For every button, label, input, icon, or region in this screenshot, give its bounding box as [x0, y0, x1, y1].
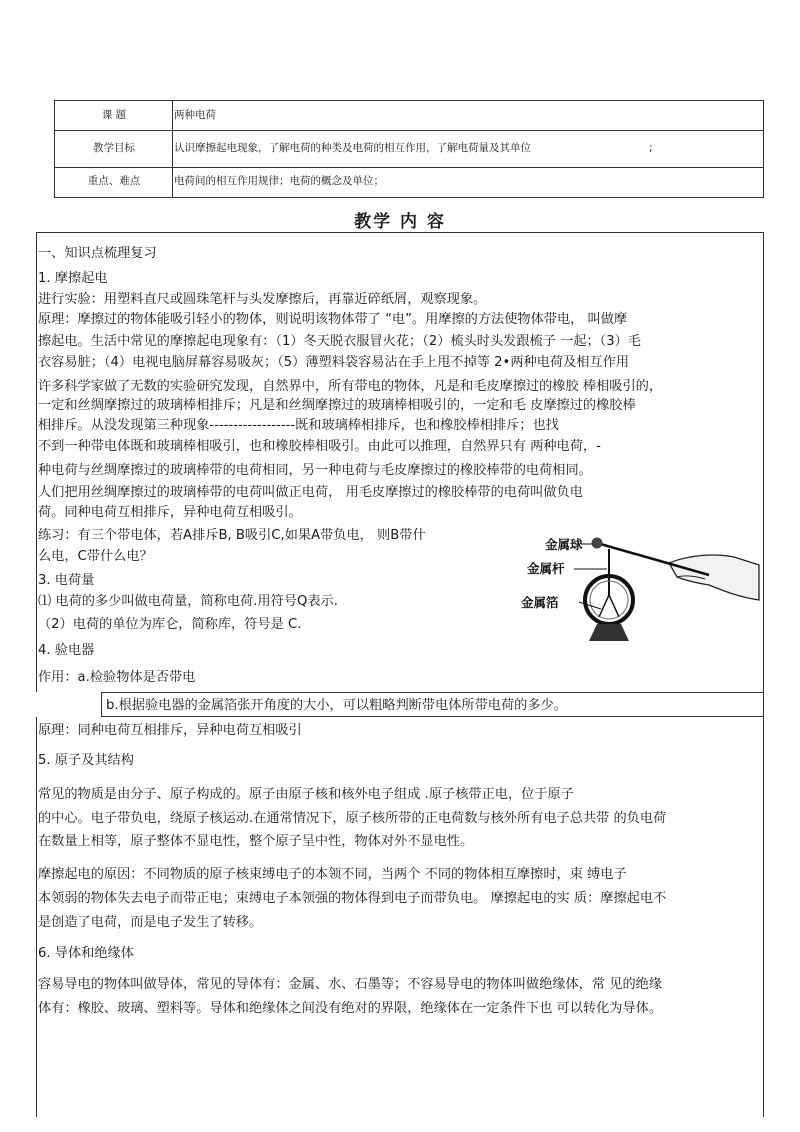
paragraph-line: （2）电荷的单位为库仑，简称库，符号是 C.	[38, 617, 302, 632]
paragraph-line: 的中心。电子带负电，绕原子核运动.在通常情况下，原子核所带的正电荷数与核外所有电子总共带 的负电荷	[38, 811, 667, 826]
subsection-heading: 1. 摩擦起电	[38, 271, 108, 286]
paragraph-line: 不到一种带电体既和玻璃棒相吸引，也和橡胶棒相吸引。由此可以推理，自然界只有 两种电荷，-	[38, 439, 601, 454]
paragraph-line: ⑴ 电荷的多少叫做电荷量，简称电荷.用符号Q表示.	[38, 594, 338, 609]
paragraph-line: 衣容易脏；（4）电视电脑屏幕容易吸灰；（5）薄塑料袋容易沾在手上甩不掉等 2•两种电荷及相互作用	[38, 355, 629, 370]
header-label-goals: 教学目标	[93, 142, 135, 154]
header-value-topic: 两种电荷	[174, 109, 216, 121]
paragraph-line: 摩擦起电的原因：不同物质的原子核束缚电子的本领不同，当两个 不同的物体相互摩擦时，束 缚电子	[38, 867, 627, 882]
paragraph-line: 作用：a.检验物体是否带电	[38, 670, 196, 685]
section-heading: 一、知识点梳理复习	[38, 246, 157, 261]
header-value-goals: 认识摩擦起电现象，了解电荷的种类及电荷的相互作用，了解电荷量及其单位	[174, 142, 531, 154]
label-metal-rod: 金属杆	[527, 561, 565, 576]
header-row-divider	[55, 167, 763, 168]
paragraph-line: 常见的物质是由分子、原子构成的。原子由原子核和核外电子组成 .原子核带正电，位于原子	[38, 787, 574, 802]
paragraph-line: 练习：有三个带电体，若A排斥B, B吸引C,如果A带负电， 则B带什	[38, 528, 426, 543]
subsection-heading: 5. 原子及其结构	[38, 753, 134, 768]
header-label-keypoints: 重点、难点	[87, 175, 141, 187]
subsection-heading: 3. 电荷量	[38, 573, 95, 588]
content-frame-right	[763, 717, 764, 1117]
paragraph-line: 种电荷与丝绸摩擦过的玻璃棒带的电荷相同，另一种电荷与毛皮摩擦过的橡胶棒带的电荷相同。	[38, 463, 592, 478]
paragraph-line: 一定和丝绸摩擦过的玻璃棒相排斥；凡是和丝绸摩擦过的玻璃棒相吸引的，一定和毛 皮摩擦过的橡胶棒	[38, 398, 636, 413]
paragraph-line: 擦起电。生活中常见的摩擦起电现象有：（1）冬天脱衣服冒火花；（2）梳头时头发跟梳子 一起；（3）毛	[38, 334, 641, 349]
paragraph-line: 许多科学家做了无数的实验研究发现，自然界中，所有带电的物体，凡是和毛皮摩擦过的橡胶 棒相吸引的，	[38, 379, 663, 394]
title-rule	[36, 232, 764, 233]
paragraph-line: 本领弱的物体失去电子而带正电；束缚电子本领强的物体得到电子而带负电。 摩擦起电的实 质：摩擦起电不	[38, 891, 667, 906]
paragraph-line: 容易导电的物体叫做导体，常见的导体有：金属、水、石墨等；不容易导电的物体叫做绝缘体，常 见的绝缘	[38, 977, 663, 992]
subsection-heading: 6. 导体和绝缘体	[38, 946, 134, 961]
paragraph-line: 原理：同种电荷互相排斥，异种电荷互相吸引	[38, 723, 302, 738]
header-label-topic: 课 题	[101, 109, 127, 121]
paragraph-line: 么电，C带什么电？	[38, 549, 153, 564]
header-value-keypoints: 电荷间的相互作用规律；电荷的概念及单位；	[174, 175, 384, 187]
paragraph-line: 人们把用丝绸摩擦过的玻璃棒带的电荷叫做正电荷， 用毛皮摩擦过的橡胶棒带的电荷叫做负电	[38, 485, 583, 500]
electroscope-figure	[519, 525, 763, 648]
subsection-heading: 4. 验电器	[38, 643, 95, 658]
paragraph-line: 荷。同种电荷互相排斥，异种电荷互相吸引。	[38, 505, 302, 520]
content-frame-left	[36, 717, 37, 1117]
content-frame-right	[763, 232, 764, 692]
content-frame-left	[36, 232, 37, 692]
paragraph-line: 体有：橡胶、玻璃、塑料等。导体和绝缘体之间没有绝对的界限，绝缘体在一定条件下也 可以转化为导体。	[38, 1001, 663, 1016]
paragraph-line: 是创造了电荷，而是电子发生了转移。	[38, 915, 263, 930]
paragraph-line: 原理：摩擦过的物体能吸引轻小的物体，则说明该物体带了 “电”。用摩擦的方法使物体带电， 叫做摩	[38, 312, 628, 327]
label-metal-foil: 金属箔	[521, 595, 559, 610]
paragraph-line: 相排斥。从没发现第三种现象------------------既和玻璃棒相排斥，也和橡胶棒相排斥；也找	[38, 418, 559, 433]
page-title: 教学 内 容	[354, 212, 446, 232]
label-metal-ball: 金属球	[545, 537, 583, 552]
paragraph-line: 进行实验：用塑料直尺或圆珠笔杆与头发摩擦后，再靠近碎纸屑，观察现象。	[38, 292, 487, 307]
electroscope-illustration	[519, 525, 763, 648]
header-row-divider	[55, 130, 763, 131]
header-divider	[172, 101, 173, 197]
paragraph-line: 在数量上相等，原子整体不显电性，整个原子呈中性，物体对外不显电性。	[38, 834, 474, 849]
paragraph-line: b.根据验电器的金属箔张开角度的大小，可以粗略判断带电体所带电荷的多少。	[106, 698, 567, 713]
header-value-goals-trail: ;	[649, 142, 653, 154]
